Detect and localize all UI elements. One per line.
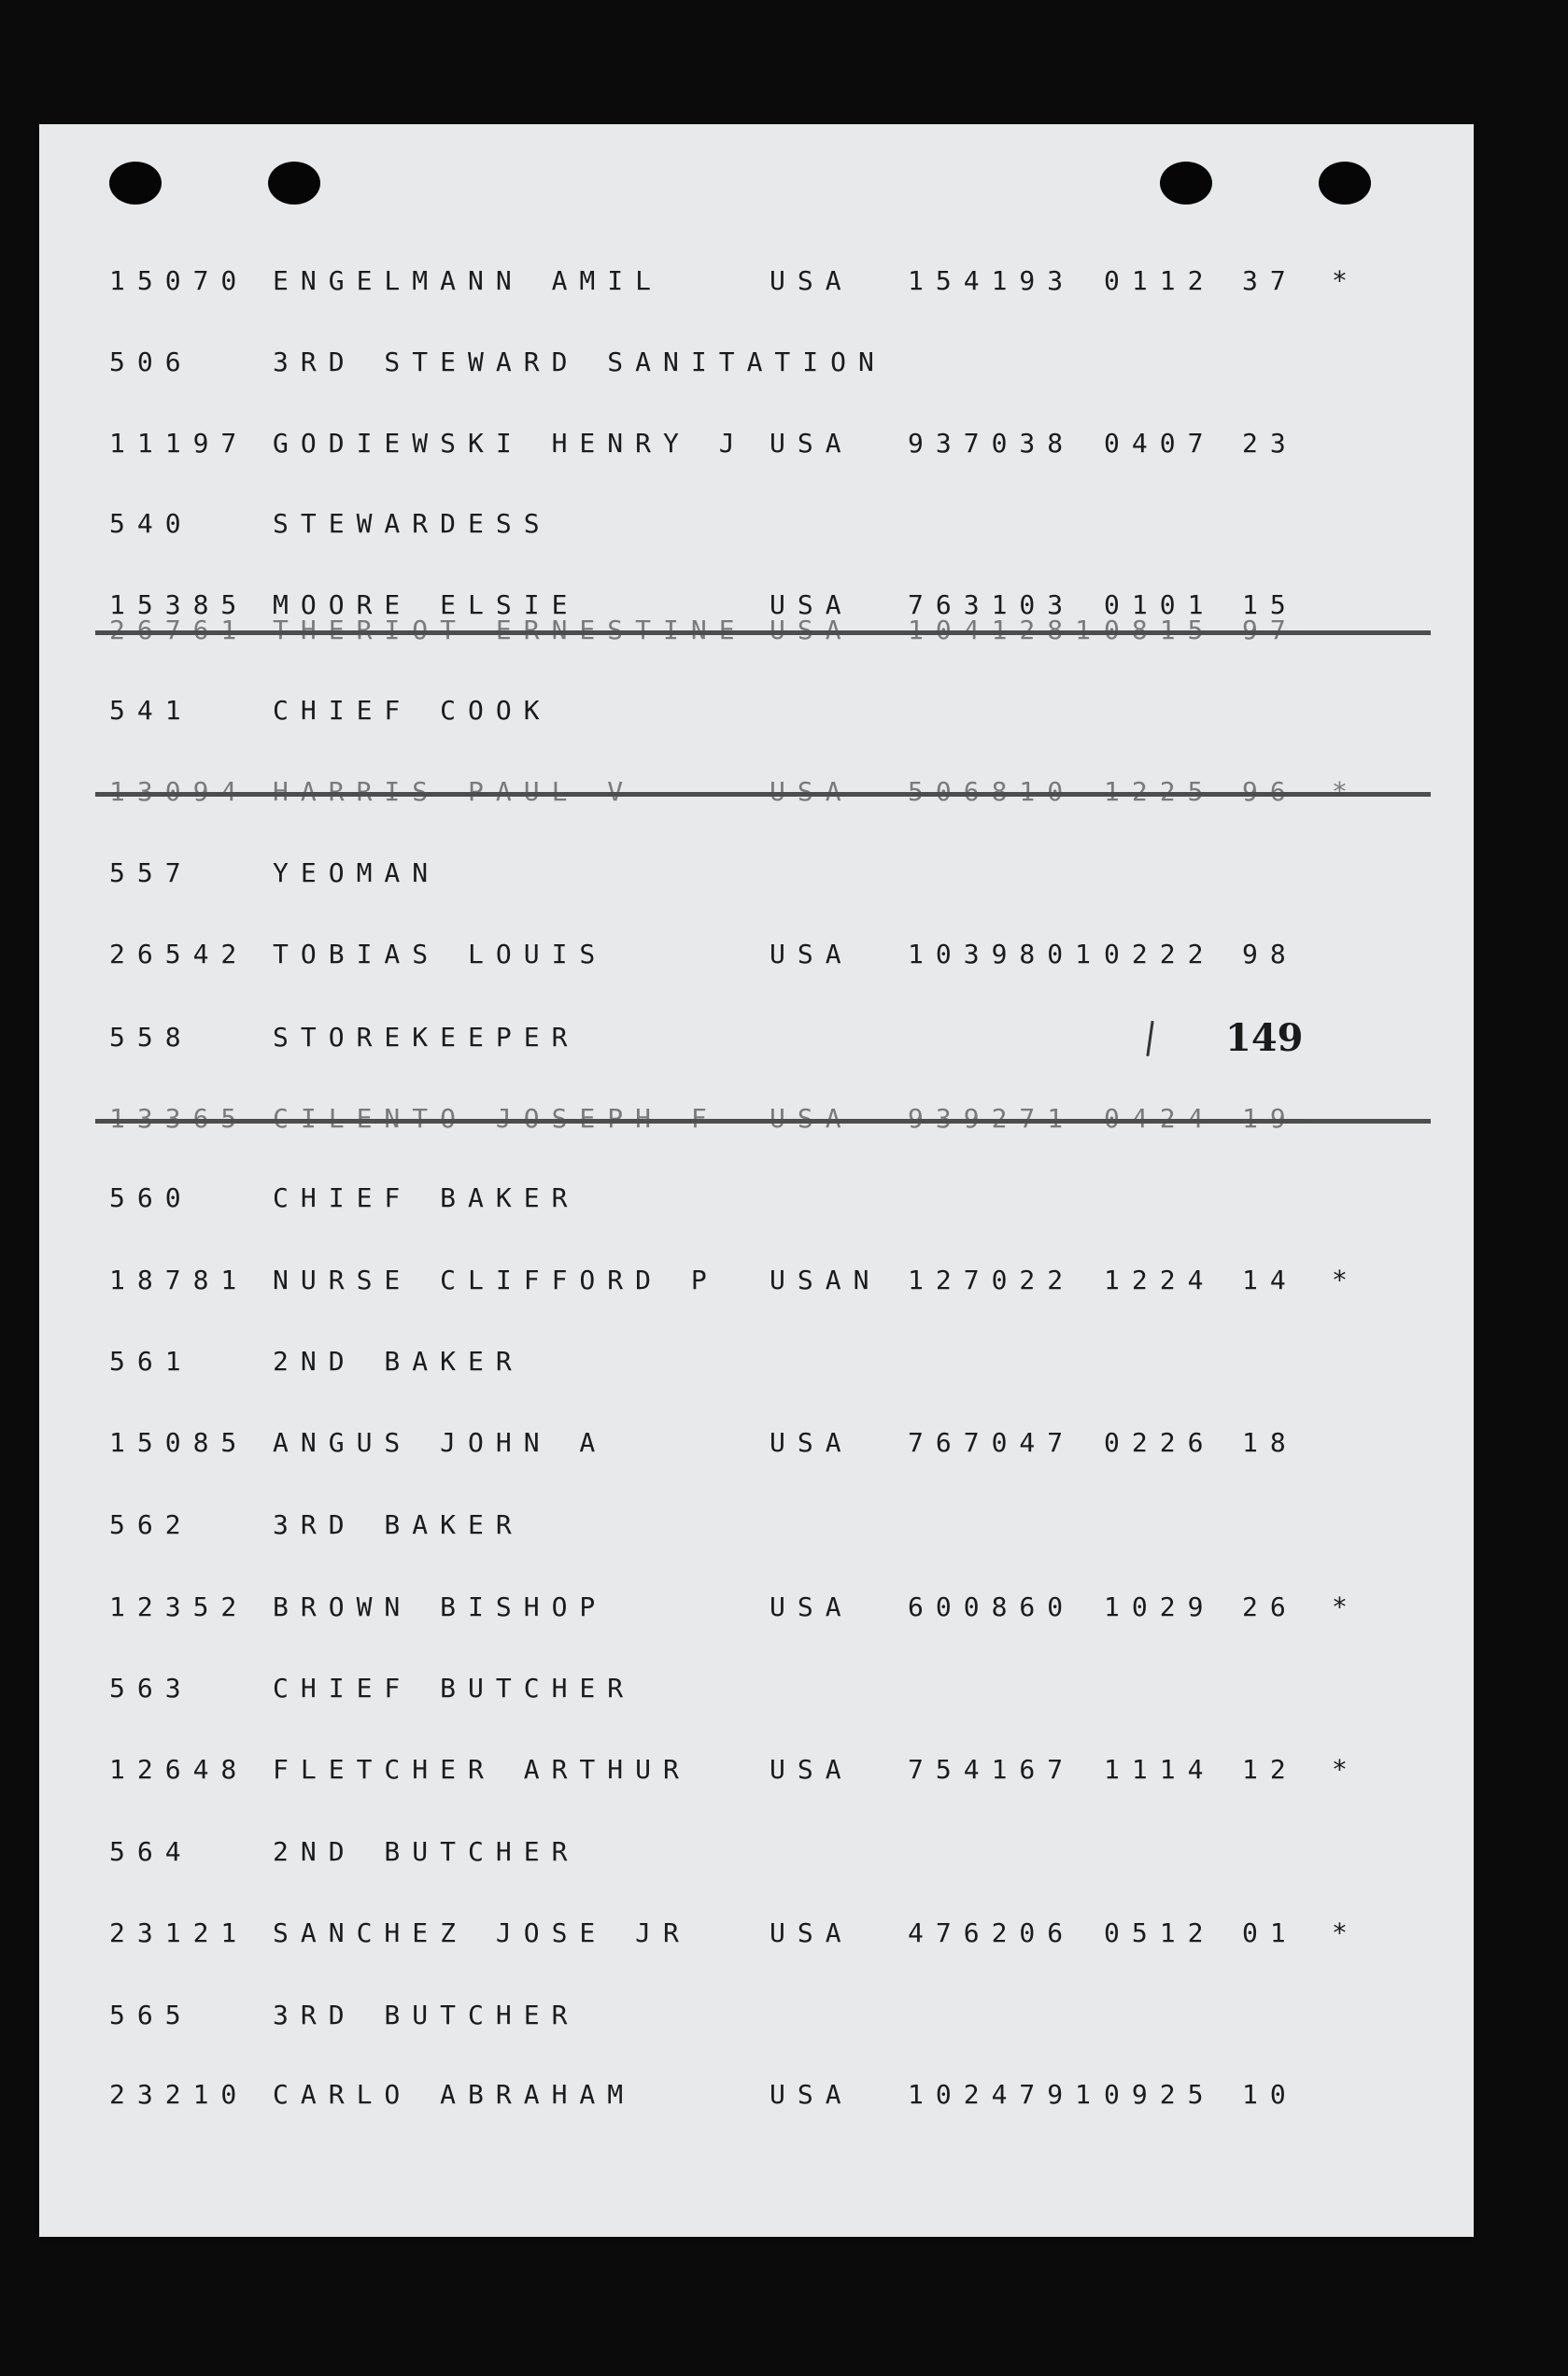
crew-book-number: 1039801 [908, 939, 1104, 969]
document-page [39, 124, 1474, 2237]
crew-number: 15070 [109, 265, 249, 296]
crew-age: 37 [1242, 265, 1298, 296]
punch-hole [1160, 162, 1212, 205]
position-title: CHIEF BAKER [273, 1182, 580, 1213]
crew-nationality: USA [770, 2079, 854, 2110]
position-number: 558 [109, 1022, 193, 1053]
crew-row [39, 262, 1474, 300]
crew-row [39, 936, 1474, 973]
crew-book-number: 154193 [908, 265, 1076, 296]
crew-date: 0101 [1104, 589, 1216, 620]
crew-number: 11197 [109, 428, 249, 459]
crew-nationality: USA [770, 939, 854, 969]
crew-name: SANCHEZ JOSE JR [273, 1917, 691, 1948]
crew-book-number: 600860 [908, 1591, 1076, 1622]
position-title: 2ND BAKER [273, 1346, 524, 1377]
crew-mark: * [1332, 1754, 1360, 1785]
crew-number: 23210 [109, 2079, 249, 2110]
position-title: STOREKEEPER [273, 1022, 580, 1053]
position-row [39, 1343, 1474, 1380]
struck-crew-row [39, 773, 1474, 811]
crew-mark: * [1332, 1265, 1360, 1295]
position-number: 560 [109, 1182, 193, 1213]
crew-name: FLETCHER ARTHUR [273, 1754, 691, 1785]
crew-row [39, 1424, 1474, 1462]
position-row [39, 1670, 1474, 1707]
position-row [39, 505, 1474, 543]
position-number: 563 [109, 1673, 193, 1704]
crew-nationality: USA [770, 1917, 854, 1948]
crew-book-number: 767047 [908, 1427, 1076, 1458]
crew-age: 12 [1242, 1754, 1298, 1785]
crew-name: NURSE CLIFFORD P [273, 1265, 719, 1295]
punch-hole [1319, 162, 1371, 205]
struck-crew-row [39, 1100, 1474, 1138]
crew-row [39, 1751, 1474, 1789]
crew-row [39, 1589, 1474, 1626]
crew-nationality: USA [770, 589, 854, 620]
crew-number: 18781 [109, 1265, 249, 1295]
strikethrough-line [95, 630, 1431, 635]
crew-date: 1224 [1104, 1265, 1216, 1295]
crew-date: 0512 [1104, 1917, 1216, 1948]
position-title: 3RD BAKER [273, 1509, 524, 1540]
crew-row [39, 1262, 1474, 1299]
position-row [39, 692, 1474, 729]
crew-date: 0222 [1104, 939, 1216, 969]
position-row [39, 1506, 1474, 1544]
crew-book-number: 476206 [908, 1917, 1076, 1948]
crew-age: 98 [1242, 939, 1298, 969]
crew-mark: * [1332, 1917, 1360, 1948]
crew-book-number: 754167 [908, 1754, 1076, 1785]
position-title: 2ND BUTCHER [273, 1836, 580, 1867]
crew-number: 23121 [109, 1917, 249, 1948]
crew-age: 18 [1242, 1427, 1298, 1458]
crew-date: 0925 [1104, 2079, 1216, 2110]
crew-book-number: 1024791 [908, 2079, 1104, 2110]
crew-age: 15 [1242, 589, 1298, 620]
crew-date: 0226 [1104, 1427, 1216, 1458]
crew-date: 0407 [1104, 428, 1216, 459]
crew-name: GODIEWSKI HENRY J [273, 428, 747, 459]
position-number: 541 [109, 695, 193, 726]
position-row [39, 344, 1474, 381]
position-title: CHIEF BUTCHER [273, 1673, 636, 1704]
crew-row [39, 2076, 1474, 2114]
position-title: STEWARDESS [273, 508, 552, 539]
strikethrough-line [95, 1119, 1431, 1124]
crew-date: 0112 [1104, 265, 1216, 296]
crew-name: MOORE ELSIE [273, 589, 580, 620]
position-number: 557 [109, 857, 193, 888]
crew-name: ENGELMANN AMIL [273, 265, 664, 296]
page-number: 149 [1225, 1016, 1304, 1060]
crew-nationality: USAN [770, 1265, 882, 1295]
position-title: 3RD STEWARD SANITATION [273, 346, 886, 377]
crew-age: 26 [1242, 1591, 1298, 1622]
crew-number: 15085 [109, 1427, 249, 1458]
position-number: 540 [109, 508, 193, 539]
struck-crew-row [39, 612, 1474, 649]
crew-number: 26542 [109, 939, 249, 969]
crew-book-number: 763103 [908, 589, 1076, 620]
position-number: 565 [109, 2000, 193, 2030]
crew-number: 12352 [109, 1591, 249, 1622]
crew-age: 01 [1242, 1917, 1298, 1948]
crew-name: CARLO ABRAHAM [273, 2079, 636, 2110]
punch-hole [268, 162, 320, 205]
crew-nationality: USA [770, 428, 854, 459]
crew-nationality: USA [770, 1591, 854, 1622]
strikethrough-line [95, 792, 1431, 797]
position-row [39, 1833, 1474, 1871]
position-number: 564 [109, 1836, 193, 1867]
crew-book-number: 937038 [908, 428, 1076, 459]
position-number: 506 [109, 346, 193, 377]
crew-book-number: 127022 [908, 1265, 1076, 1295]
position-row [39, 1180, 1474, 1217]
crew-mark: * [1332, 265, 1360, 296]
crew-number: 12648 [109, 1754, 249, 1785]
crew-row [39, 425, 1474, 462]
position-title: CHIEF COOK [273, 695, 552, 726]
crew-age: 23 [1242, 428, 1298, 459]
position-number: 561 [109, 1346, 193, 1377]
crew-date: 1114 [1104, 1754, 1216, 1785]
crew-name: TOBIAS LOUIS [273, 939, 608, 969]
position-number: 562 [109, 1509, 193, 1540]
punch-hole [109, 162, 162, 205]
position-title: YEOMAN [273, 857, 441, 888]
crew-name: ANGUS JOHN A [273, 1427, 608, 1458]
crew-age: 10 [1242, 2079, 1298, 2110]
position-row [39, 1997, 1474, 2034]
crew-nationality: USA [770, 1754, 854, 1785]
crew-age: 14 [1242, 1265, 1298, 1295]
crew-name: BROWN BISHOP [273, 1591, 608, 1622]
crew-date: 1029 [1104, 1591, 1216, 1622]
position-row [39, 855, 1474, 892]
crew-number: 15385 [109, 589, 249, 620]
position-row [39, 1019, 1474, 1056]
crew-mark: * [1332, 1591, 1360, 1622]
crew-nationality: USA [770, 265, 854, 296]
position-title: 3RD BUTCHER [273, 2000, 580, 2030]
crew-row [39, 1915, 1474, 1952]
crew-nationality: USA [770, 1427, 854, 1458]
